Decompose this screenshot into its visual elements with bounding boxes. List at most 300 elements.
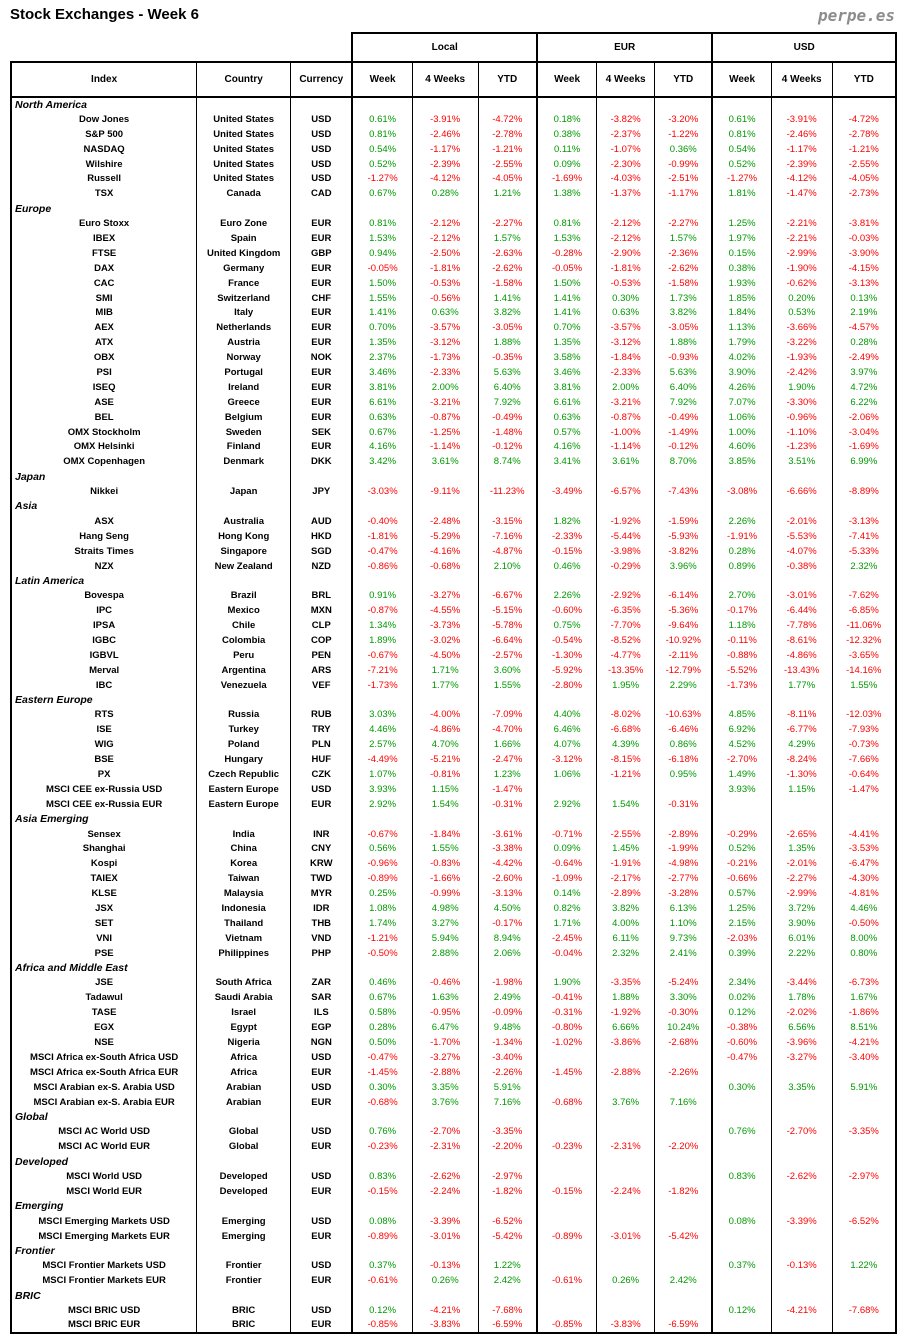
value-cell-usd-ytd: -3.90%	[832, 246, 896, 261]
value-cell-usd-week: 0.12%	[712, 1303, 771, 1318]
value-cell-eur-4weeks: 2.00%	[597, 380, 655, 395]
value-cell-eur-week: -0.80%	[537, 1020, 597, 1035]
value-cell-usd-ytd: -4.41%	[832, 827, 896, 842]
value-cell-usd-4weeks: -1.23%	[771, 439, 832, 454]
value-cell-local-week: 0.81%	[352, 216, 412, 231]
currency-cell: NZD	[291, 559, 353, 574]
value-cell-local-4weeks: 0.26%	[412, 1273, 478, 1288]
value-cell-usd-week: -0.47%	[712, 1050, 771, 1065]
value-cell-local-ytd: -1.47%	[478, 782, 537, 797]
country-cell: Israel	[197, 1005, 291, 1020]
value-cell-eur-week: 3.46%	[537, 365, 597, 380]
value-cell-local-week: 0.83%	[352, 1169, 412, 1184]
empty-cell	[655, 1288, 713, 1303]
currency-cell: EUR	[291, 797, 353, 812]
value-cell-local-4weeks: -4.86%	[412, 722, 478, 737]
empty-cell	[832, 1154, 896, 1169]
value-cell-eur-week: 0.46%	[537, 559, 597, 574]
table-row	[11, 1080, 896, 1095]
currency-cell: USD	[291, 127, 353, 142]
value-cell-local-week: 1.08%	[352, 901, 412, 916]
value-cell-eur-ytd: -0.49%	[655, 410, 713, 425]
section-row	[11, 469, 896, 484]
index-cell: Sensex	[11, 827, 197, 842]
value-cell-usd-week: 0.83%	[712, 1169, 771, 1184]
empty-cell	[597, 1199, 655, 1214]
value-cell-usd-week: 0.76%	[712, 1124, 771, 1139]
empty-cell	[478, 469, 537, 484]
value-cell-eur-week: -0.60%	[537, 603, 597, 618]
index-cell: Wilshire	[11, 157, 197, 172]
value-cell-eur-week: 1.35%	[537, 335, 597, 350]
value-cell-local-4weeks: -0.46%	[412, 976, 478, 991]
value-cell-local-4weeks: -3.27%	[412, 588, 478, 603]
table-row	[11, 1273, 896, 1288]
value-cell-eur-4weeks: 0.30%	[597, 291, 655, 306]
value-cell-eur-week: -0.71%	[537, 827, 597, 842]
value-cell-usd-ytd: -0.03%	[832, 231, 896, 246]
value-cell-eur-ytd	[655, 1124, 713, 1139]
empty-cell	[771, 1199, 832, 1214]
empty-cell	[712, 97, 771, 112]
value-cell-eur-ytd: -2.36%	[655, 246, 713, 261]
empty-cell	[832, 201, 896, 216]
empty-cell	[771, 1110, 832, 1125]
value-cell-usd-4weeks: 1.15%	[771, 782, 832, 797]
value-cell-eur-ytd: -6.18%	[655, 752, 713, 767]
value-cell-local-4weeks: -2.70%	[412, 1124, 478, 1139]
value-cell-local-4weeks: -1.70%	[412, 1035, 478, 1050]
value-cell-usd-week: -2.70%	[712, 752, 771, 767]
value-cell-local-week: -0.50%	[352, 946, 412, 961]
value-cell-local-4weeks: -3.73%	[412, 618, 478, 633]
value-cell-usd-ytd: -3.35%	[832, 1124, 896, 1139]
value-cell-usd-ytd: 4.46%	[832, 901, 896, 916]
country-cell: Denmark	[197, 454, 291, 469]
empty-cell	[655, 1110, 713, 1125]
value-cell-usd-week: 0.52%	[712, 842, 771, 857]
empty-cell	[291, 1110, 353, 1125]
value-cell-eur-ytd: -2.27%	[655, 216, 713, 231]
column-header-usd-4weeks: 4 Weeks	[771, 62, 832, 97]
country-cell: Sweden	[197, 425, 291, 440]
currency-cell: SGD	[291, 544, 353, 559]
empty-cell	[655, 961, 713, 976]
index-cell: MSCI Africa ex-South Africa USD	[11, 1050, 197, 1065]
currency-cell: VND	[291, 931, 353, 946]
value-cell-eur-ytd: -5.42%	[655, 1229, 713, 1244]
empty-cell	[291, 812, 353, 827]
value-cell-eur-4weeks: -4.77%	[597, 648, 655, 663]
empty-cell	[197, 1154, 291, 1169]
empty-cell	[478, 1244, 537, 1259]
currency-cell: THB	[291, 916, 353, 931]
value-cell-eur-ytd: -1.58%	[655, 276, 713, 291]
value-cell-eur-4weeks: -3.86%	[597, 1035, 655, 1050]
table-row	[11, 708, 896, 723]
empty-cell	[478, 1199, 537, 1214]
column-header-local-4weeks: 4 Weeks	[412, 62, 478, 97]
country-cell: India	[197, 827, 291, 842]
country-cell: Colombia	[197, 633, 291, 648]
empty-cell	[352, 469, 412, 484]
index-cell: NASDAQ	[11, 142, 197, 157]
empty-cell	[655, 693, 713, 708]
table-row	[11, 1169, 896, 1184]
value-cell-local-ytd: 7.92%	[478, 395, 537, 410]
index-cell: MSCI Arabian ex-S. Arabia EUR	[11, 1095, 197, 1110]
value-cell-local-4weeks: -1.66%	[412, 871, 478, 886]
value-cell-eur-4weeks: -5.44%	[597, 529, 655, 544]
value-cell-usd-ytd: -7.41%	[832, 529, 896, 544]
country-cell: Poland	[197, 737, 291, 752]
country-cell: United States	[197, 142, 291, 157]
currency-cell: NGN	[291, 1035, 353, 1050]
value-cell-usd-ytd: 2.19%	[832, 305, 896, 320]
value-cell-usd-4weeks: -2.27%	[771, 871, 832, 886]
value-cell-eur-ytd: -1.49%	[655, 425, 713, 440]
currency-cell: AUD	[291, 514, 353, 529]
index-cell: BSE	[11, 752, 197, 767]
table-row	[11, 990, 896, 1005]
value-cell-usd-week: 0.57%	[712, 886, 771, 901]
value-cell-local-4weeks: -4.12%	[412, 171, 478, 186]
value-cell-usd-ytd: -12.32%	[832, 633, 896, 648]
currency-cell: EUR	[291, 335, 353, 350]
country-cell: Hungary	[197, 752, 291, 767]
value-cell-usd-ytd: -0.73%	[832, 737, 896, 752]
value-cell-eur-ytd: 2.41%	[655, 946, 713, 961]
value-cell-eur-week: 1.41%	[537, 305, 597, 320]
country-cell: Canada	[197, 186, 291, 201]
value-cell-local-ytd: 1.41%	[478, 291, 537, 306]
value-cell-usd-week	[712, 1229, 771, 1244]
value-cell-local-4weeks: -2.50%	[412, 246, 478, 261]
index-cell: MSCI CEE ex-Russia EUR	[11, 797, 197, 812]
section-row	[11, 201, 896, 216]
table-row	[11, 559, 896, 574]
currency-cell: EUR	[291, 1065, 353, 1080]
value-cell-usd-ytd: -7.93%	[832, 722, 896, 737]
country-cell: Arabian	[197, 1080, 291, 1095]
value-cell-local-4weeks: -4.50%	[412, 648, 478, 663]
empty-cell	[352, 961, 412, 976]
index-cell: Russell	[11, 171, 197, 186]
country-cell: United Kingdom	[197, 246, 291, 261]
table-row	[11, 737, 896, 752]
empty-cell	[597, 97, 655, 112]
country-cell: Chile	[197, 618, 291, 633]
table-row	[11, 231, 896, 246]
value-cell-usd-week: -2.03%	[712, 931, 771, 946]
value-cell-local-week: 0.28%	[352, 1020, 412, 1035]
value-cell-eur-week	[537, 1214, 597, 1229]
value-cell-eur-ytd: -12.79%	[655, 663, 713, 678]
value-cell-local-week: 0.94%	[352, 246, 412, 261]
value-cell-local-ytd: -4.42%	[478, 856, 537, 871]
value-cell-local-ytd: -2.55%	[478, 157, 537, 172]
value-cell-usd-4weeks: -0.62%	[771, 276, 832, 291]
index-cell: PX	[11, 767, 197, 782]
value-cell-local-week: 0.67%	[352, 990, 412, 1005]
country-cell: Mexico	[197, 603, 291, 618]
empty-cell	[412, 469, 478, 484]
value-cell-local-week: 0.67%	[352, 186, 412, 201]
value-cell-eur-ytd: -1.99%	[655, 842, 713, 857]
value-cell-eur-week: -1.69%	[537, 171, 597, 186]
country-cell: Turkey	[197, 722, 291, 737]
section-row	[11, 961, 896, 976]
value-cell-local-ytd: -4.70%	[478, 722, 537, 737]
table-row	[11, 335, 896, 350]
index-cell: MSCI Arabian ex-S. Arabia USD	[11, 1080, 197, 1095]
section-label: Asia Emerging	[11, 812, 197, 827]
index-cell: Shanghai	[11, 842, 197, 857]
index-cell: OMX Copenhagen	[11, 454, 197, 469]
table-row	[11, 410, 896, 425]
table-row	[11, 886, 896, 901]
value-cell-usd-4weeks: -3.66%	[771, 320, 832, 335]
table-row	[11, 157, 896, 172]
value-cell-local-4weeks: -1.14%	[412, 439, 478, 454]
currency-cell: ILS	[291, 1005, 353, 1020]
empty-cell	[412, 1288, 478, 1303]
empty-cell	[597, 201, 655, 216]
country-cell: Austria	[197, 335, 291, 350]
value-cell-eur-ytd: -0.12%	[655, 439, 713, 454]
value-cell-eur-4weeks: -2.33%	[597, 365, 655, 380]
country-cell: Philippines	[197, 946, 291, 961]
value-cell-usd-4weeks	[771, 1318, 832, 1333]
empty-cell	[597, 1110, 655, 1125]
country-cell: United States	[197, 171, 291, 186]
value-cell-eur-week: -0.23%	[537, 1139, 597, 1154]
country-cell: Eastern Europe	[197, 797, 291, 812]
value-cell-usd-4weeks: -1.30%	[771, 767, 832, 782]
value-cell-eur-week: 0.09%	[537, 842, 597, 857]
value-cell-eur-ytd: -1.22%	[655, 127, 713, 142]
value-cell-eur-week: 1.38%	[537, 186, 597, 201]
value-cell-usd-4weeks: -1.90%	[771, 261, 832, 276]
section-label: Japan	[11, 469, 197, 484]
section-label: Africa and Middle East	[11, 961, 197, 976]
country-cell: Egypt	[197, 1020, 291, 1035]
empty-cell	[712, 1288, 771, 1303]
value-cell-eur-week: -0.15%	[537, 544, 597, 559]
country-cell: Argentina	[197, 663, 291, 678]
currency-cell: USD	[291, 1169, 353, 1184]
value-cell-usd-week: -0.66%	[712, 871, 771, 886]
value-cell-local-week: 0.61%	[352, 112, 412, 127]
empty-cell	[352, 1154, 412, 1169]
value-cell-local-4weeks: -5.21%	[412, 752, 478, 767]
table-row	[11, 752, 896, 767]
value-cell-local-ytd: -2.57%	[478, 648, 537, 663]
value-cell-usd-ytd	[832, 1095, 896, 1110]
value-cell-local-4weeks: -4.21%	[412, 1303, 478, 1318]
value-cell-usd-ytd: -1.21%	[832, 142, 896, 157]
value-cell-eur-4weeks: -6.57%	[597, 484, 655, 499]
value-cell-local-ytd: -6.52%	[478, 1214, 537, 1229]
index-cell: Hang Seng	[11, 529, 197, 544]
value-cell-local-week: 3.42%	[352, 454, 412, 469]
empty-cell	[597, 1244, 655, 1259]
value-cell-eur-week: -1.30%	[537, 648, 597, 663]
value-cell-local-week: 0.25%	[352, 886, 412, 901]
value-cell-local-week: 2.37%	[352, 350, 412, 365]
value-cell-usd-week: 1.00%	[712, 425, 771, 440]
value-cell-eur-week	[537, 1050, 597, 1065]
value-cell-eur-ytd: -3.05%	[655, 320, 713, 335]
value-cell-eur-ytd: -5.93%	[655, 529, 713, 544]
table-row	[11, 901, 896, 916]
value-cell-local-4weeks: -1.84%	[412, 827, 478, 842]
value-cell-local-ytd: 8.94%	[478, 931, 537, 946]
value-cell-usd-week: 0.54%	[712, 142, 771, 157]
country-cell: Australia	[197, 514, 291, 529]
empty-cell	[712, 1244, 771, 1259]
empty-cell	[291, 97, 353, 112]
value-cell-eur-4weeks: -0.53%	[597, 276, 655, 291]
value-cell-eur-week: -1.02%	[537, 1035, 597, 1050]
value-cell-usd-week: 0.39%	[712, 946, 771, 961]
value-cell-usd-4weeks: 1.77%	[771, 678, 832, 693]
table-row	[11, 603, 896, 618]
index-cell: OMX Helsinki	[11, 439, 197, 454]
value-cell-local-week: -1.27%	[352, 171, 412, 186]
section-label: Frontier	[11, 1244, 197, 1259]
value-cell-eur-ytd: -3.20%	[655, 112, 713, 127]
currency-cell: EUR	[291, 439, 353, 454]
table-row	[11, 305, 896, 320]
currency-cell: USD	[291, 171, 353, 186]
empty-cell	[712, 961, 771, 976]
value-cell-eur-4weeks: -1.14%	[597, 439, 655, 454]
value-cell-usd-week: 4.52%	[712, 737, 771, 752]
table-row	[11, 514, 896, 529]
value-cell-eur-week: 6.46%	[537, 722, 597, 737]
value-cell-usd-4weeks: -2.01%	[771, 856, 832, 871]
value-cell-usd-4weeks: -4.12%	[771, 171, 832, 186]
country-cell: Emerging	[197, 1229, 291, 1244]
index-cell: TASE	[11, 1005, 197, 1020]
country-cell: Venezuela	[197, 678, 291, 693]
index-cell: MSCI Emerging Markets USD	[11, 1214, 197, 1229]
table-row	[11, 454, 896, 469]
value-cell-local-week: 3.46%	[352, 365, 412, 380]
index-cell: ISE	[11, 722, 197, 737]
empty-cell	[771, 1154, 832, 1169]
index-cell: RTS	[11, 708, 197, 723]
value-cell-usd-4weeks: -5.53%	[771, 529, 832, 544]
value-cell-local-ytd: -3.15%	[478, 514, 537, 529]
index-cell: IBEX	[11, 231, 197, 246]
value-cell-eur-week: -0.64%	[537, 856, 597, 871]
value-cell-eur-ytd	[655, 1258, 713, 1273]
value-cell-eur-week: 2.26%	[537, 588, 597, 603]
value-cell-eur-4weeks: -7.70%	[597, 618, 655, 633]
value-cell-eur-ytd: -1.17%	[655, 186, 713, 201]
section-label: Developed	[11, 1154, 197, 1169]
value-cell-local-ytd: 5.63%	[478, 365, 537, 380]
currency-cell: USD	[291, 142, 353, 157]
column-header-index: Index	[11, 62, 197, 97]
value-cell-usd-4weeks: -0.38%	[771, 559, 832, 574]
value-cell-local-week: 0.37%	[352, 1258, 412, 1273]
table-row	[11, 1020, 896, 1035]
value-cell-eur-ytd: 2.29%	[655, 678, 713, 693]
empty-cell	[291, 693, 353, 708]
country-cell: Frontier	[197, 1258, 291, 1273]
value-cell-usd-week: -5.52%	[712, 663, 771, 678]
table-row	[11, 916, 896, 931]
value-cell-local-4weeks: -2.62%	[412, 1169, 478, 1184]
value-cell-usd-ytd: -1.69%	[832, 439, 896, 454]
value-cell-usd-week: 1.97%	[712, 231, 771, 246]
value-cell-local-week: -0.61%	[352, 1273, 412, 1288]
value-cell-usd-week: 0.02%	[712, 990, 771, 1005]
table-row	[11, 767, 896, 782]
value-cell-eur-4weeks: -3.12%	[597, 335, 655, 350]
empty-cell	[291, 574, 353, 589]
value-cell-local-ytd: -5.78%	[478, 618, 537, 633]
value-cell-local-week: 1.50%	[352, 276, 412, 291]
value-cell-eur-4weeks: -1.00%	[597, 425, 655, 440]
empty-cell	[655, 201, 713, 216]
index-cell: Straits Times	[11, 544, 197, 559]
value-cell-eur-ytd: -2.68%	[655, 1035, 713, 1050]
value-cell-usd-week: 1.06%	[712, 410, 771, 425]
value-cell-usd-week: 3.90%	[712, 365, 771, 380]
value-cell-local-ytd: -1.34%	[478, 1035, 537, 1050]
empty-cell	[771, 1288, 832, 1303]
index-cell: MSCI CEE ex-Russia USD	[11, 782, 197, 797]
value-cell-local-ytd: -2.62%	[478, 261, 537, 276]
empty-cell	[197, 97, 291, 112]
value-cell-local-4weeks: -3.02%	[412, 633, 478, 648]
country-cell: Peru	[197, 648, 291, 663]
empty-cell	[771, 97, 832, 112]
table-row	[11, 529, 896, 544]
value-cell-eur-4weeks: -8.52%	[597, 633, 655, 648]
value-cell-eur-4weeks: -1.92%	[597, 1005, 655, 1020]
section-label: Emerging	[11, 1199, 197, 1214]
value-cell-eur-ytd: 1.10%	[655, 916, 713, 931]
value-cell-usd-week: 0.52%	[712, 157, 771, 172]
section-label: Global	[11, 1110, 197, 1125]
country-cell: Finland	[197, 439, 291, 454]
value-cell-usd-week: 0.37%	[712, 1258, 771, 1273]
value-cell-local-week: -0.23%	[352, 1139, 412, 1154]
value-cell-eur-4weeks: -3.98%	[597, 544, 655, 559]
value-cell-local-week: -0.89%	[352, 1229, 412, 1244]
value-cell-usd-4weeks: -3.30%	[771, 395, 832, 410]
index-cell: MSCI BRIC EUR	[11, 1318, 197, 1333]
value-cell-local-ytd: -0.12%	[478, 439, 537, 454]
empty-cell	[537, 961, 597, 976]
currency-cell: VEF	[291, 678, 353, 693]
table-row	[11, 350, 896, 365]
value-cell-usd-4weeks: 6.56%	[771, 1020, 832, 1035]
table-row	[11, 782, 896, 797]
table-row	[11, 142, 896, 157]
value-cell-usd-4weeks: -3.39%	[771, 1214, 832, 1229]
value-cell-local-week: 3.81%	[352, 380, 412, 395]
value-cell-local-week: 0.58%	[352, 1005, 412, 1020]
currency-cell: PHP	[291, 946, 353, 961]
value-cell-usd-week: -0.17%	[712, 603, 771, 618]
value-cell-local-4weeks: -0.56%	[412, 291, 478, 306]
